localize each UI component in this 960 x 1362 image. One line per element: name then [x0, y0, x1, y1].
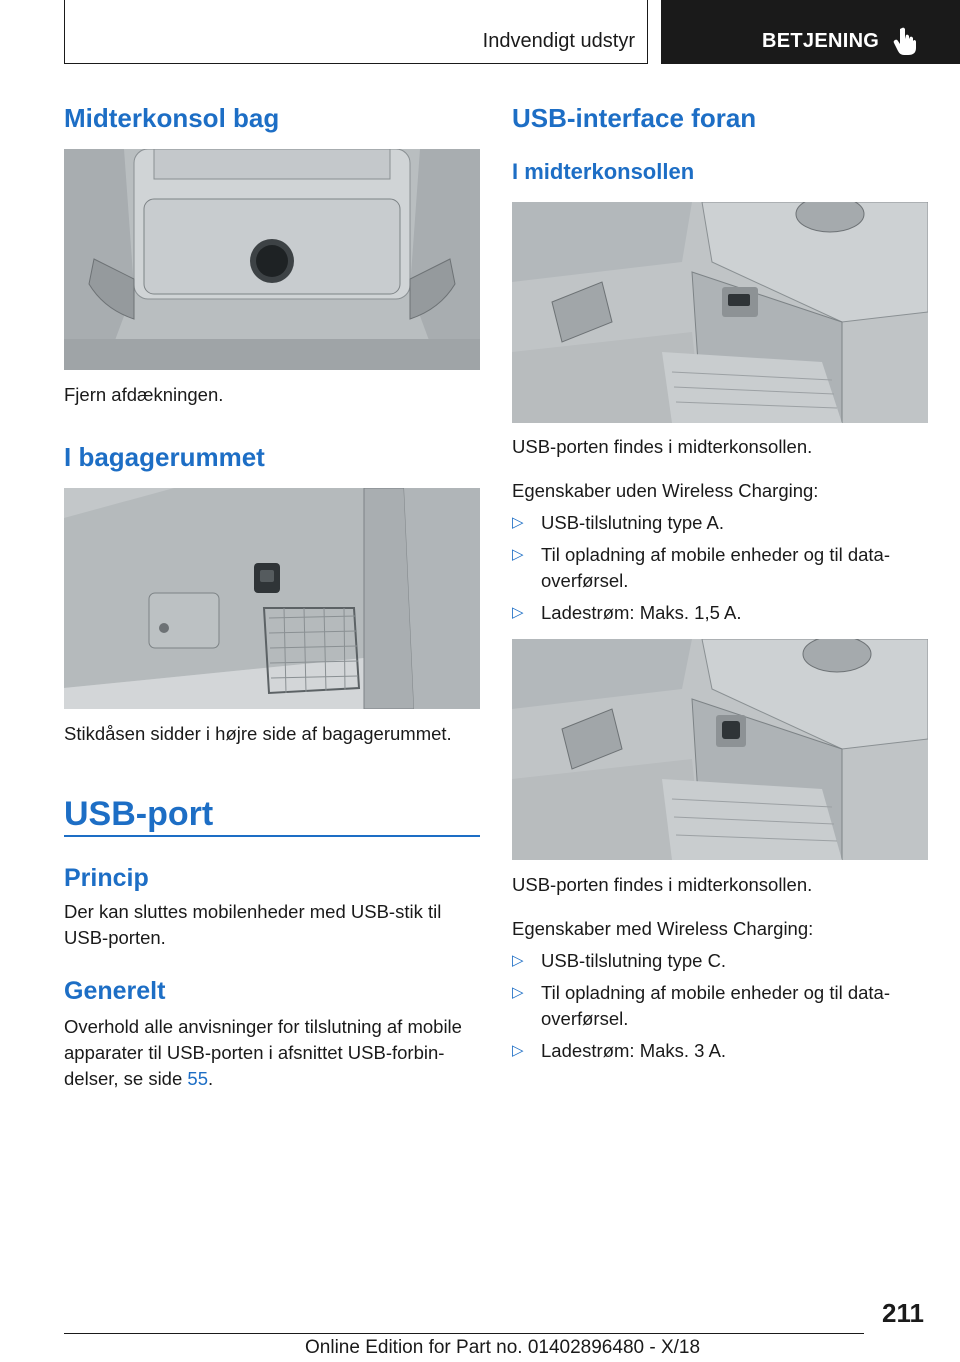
header-section-box	[64, 0, 648, 64]
intro-without-wireless: Egenskaber uden Wireless Charging:	[512, 480, 819, 501]
triangle-bullet-icon: ▷	[512, 952, 524, 969]
triangle-bullet-icon: ▷	[512, 1042, 524, 1059]
triangle-bullet-icon: ▷	[512, 984, 524, 1001]
page-link-55[interactable]: 55	[187, 1068, 208, 1089]
triangle-bullet-icon: ▷	[512, 546, 524, 563]
section-rule	[64, 835, 480, 837]
generelt-text-line-1: Overhold alle anvisninger for tilslutning af mobile	[64, 1016, 462, 1037]
header-chapter-title: BETJENING	[762, 30, 880, 52]
heading-usb-interface-foran: USB-interface foran	[512, 103, 757, 133]
hand-pointer-icon	[893, 26, 919, 56]
intro-with-wireless: Egenskaber med Wireless Charging:	[512, 918, 814, 939]
header-section-title: Indvendigt udstyr	[482, 30, 635, 52]
footer-edition: Online Edition for Part no. 01402896480 - X/18	[305, 1337, 701, 1358]
heading-i-bagagerummet: I bagagerummet	[64, 442, 265, 472]
figure-console-usb-c	[512, 639, 928, 860]
princip-text: Der kan sluttes mobilenheder med USB-stik til USB-porten.	[64, 901, 442, 948]
generelt-text-line-3	[64, 1066, 213, 1092]
figure-trunk	[64, 488, 480, 709]
heading-usb-port: USB-port	[64, 795, 214, 833]
generelt-text-line-2: apparater til USB-porten i afsnittet USB-forbin-	[64, 1042, 445, 1063]
caption-usb-console-1: USB-porten findes i midterkonsollen.	[512, 436, 813, 457]
page-number: 211	[882, 1298, 924, 1328]
heading-i-midterkonsollen: I midterkonsollen	[512, 159, 695, 184]
heading-princip: Princip	[64, 864, 149, 892]
figure-rear-console	[64, 149, 480, 370]
footer-rule	[64, 1333, 864, 1334]
heading-midterkonsol-bag: Midterkonsol bag	[64, 103, 280, 133]
caption-usb-console-2: USB-porten findes i midterkonsollen.	[512, 874, 813, 895]
generelt-text-end: .	[207, 1068, 214, 1089]
heading-generelt: Generelt	[64, 977, 166, 1005]
generelt-text-prefix: delser, se side	[64, 1068, 188, 1089]
figure-console-usb-a	[512, 202, 928, 423]
triangle-bullet-icon: ▷	[512, 514, 524, 531]
triangle-bullet-icon: ▷	[512, 604, 524, 621]
caption-trunk-socket: Stikdåsen sidder i højre side af bagagerummet.	[64, 723, 452, 744]
caption-remove-cover: Fjern afdækningen.	[64, 384, 224, 405]
